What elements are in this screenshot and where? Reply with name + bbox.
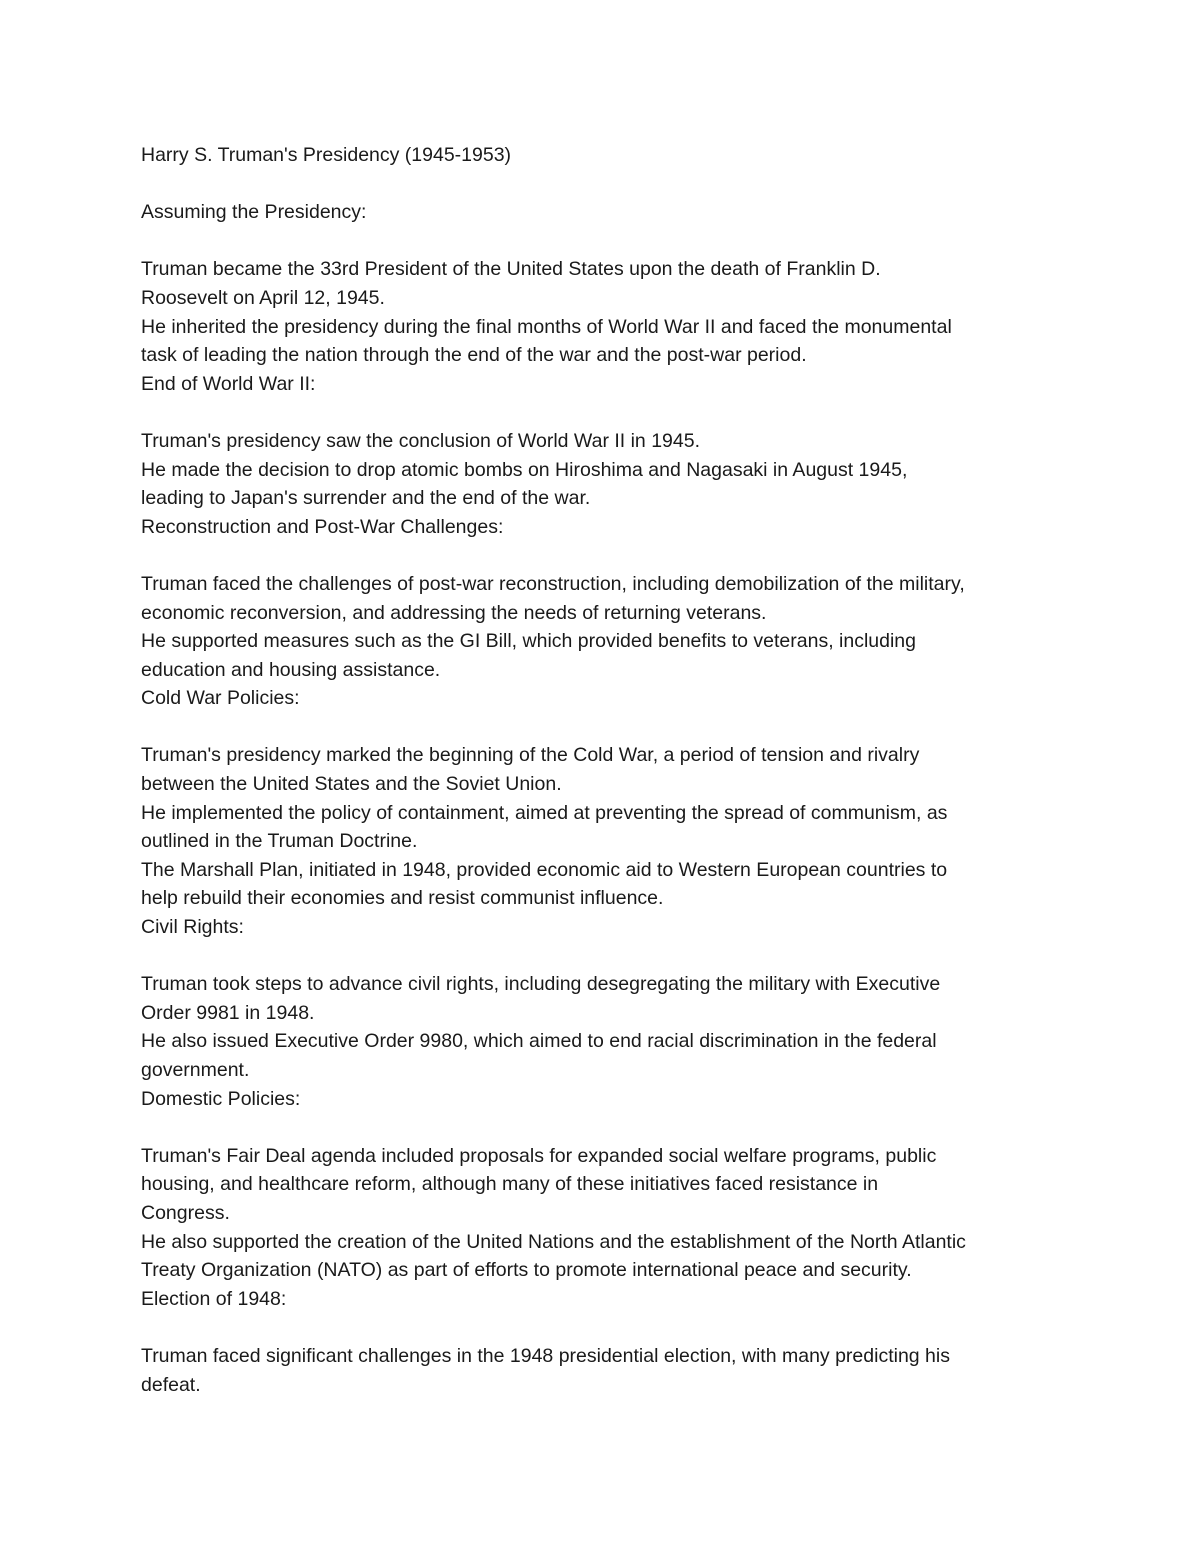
paragraph-line: leading to Japan's surrender and the end of the war. — [141, 487, 591, 510]
paragraph-line: Truman faced significant challenges in the 1948 presidential election, with many predicting his — [141, 1344, 950, 1367]
blank-line — [141, 713, 1061, 742]
blank-line — [141, 227, 1061, 256]
paragraph-line: defeat. — [141, 1373, 201, 1396]
blank-line — [141, 541, 1061, 570]
paragraph-line: Truman became the 33rd President of the United States upon the death of Franklin D. — [141, 258, 881, 281]
paragraph-line: housing, and healthcare reform, although many of these initiatives faced resistance in — [141, 1173, 879, 1196]
paragraph-line: He supported measures such as the GI Bill, which provided benefits to veterans, including — [141, 630, 917, 653]
paragraph-line: He implemented the policy of containment, aimed at preventing the spread of communism, as — [141, 801, 948, 824]
paragraph-line: Treaty Organization (NATO) as part of efforts to promote international peace and security. — [141, 1259, 912, 1282]
paragraph-line: Truman took steps to advance civil rights, including desegregating the military with Executive — [141, 973, 941, 996]
paragraph-line: economic reconversion, and addressing the needs of returning veterans. — [141, 601, 767, 624]
paragraph-line: Truman's Fair Deal agenda included proposals for expanded social welfare programs, public — [141, 1144, 937, 1167]
blank-line — [141, 170, 1061, 199]
paragraph-line: Order 9981 in 1948. — [141, 1001, 315, 1024]
paragraph-line: help rebuild their economies and resist communist influence. — [141, 887, 664, 910]
paragraph-line: He also supported the creation of the United Nations and the establishment of the North Atlantic — [141, 1230, 966, 1253]
document-title: Harry S. Truman's Presidency (1945-1953) — [141, 144, 512, 166]
section-heading: Reconstruction and Post-War Challenges: — [141, 515, 504, 538]
section-heading: Civil Rights: — [141, 916, 244, 939]
blank-line — [141, 398, 1061, 427]
paragraph-line: between the United States and the Soviet Union. — [141, 773, 562, 796]
paragraph-line: government. — [141, 1059, 250, 1081]
paragraph-line: The Marshall Plan, initiated in 1948, provided economic aid to Western European countries to — [141, 858, 948, 881]
paragraph-line: Truman's presidency saw the conclusion of World War II in 1945. — [141, 429, 700, 452]
blank-line — [141, 942, 1061, 971]
paragraph-line: He inherited the presidency during the final months of World War II and faced the monumental — [141, 315, 952, 338]
paragraph-line: education and housing assistance. — [141, 658, 441, 681]
paragraph-line: Truman's presidency marked the beginning of the Cold War, a period of tension and rivalry — [141, 744, 920, 767]
blank-line — [141, 1313, 1061, 1342]
section-heading: End of World War II: — [141, 372, 316, 395]
paragraph-line: Roosevelt on April 12, 1945. — [141, 286, 385, 309]
document-body — [141, 141, 1061, 1399]
section-heading: Cold War Policies: — [141, 687, 300, 710]
paragraph-line: task of leading the nation through the end of the war and the post-war period. — [141, 344, 807, 367]
paragraph-line: Truman faced the challenges of post-war reconstruction, including demobilization of the military, — [141, 572, 965, 595]
section-heading: Domestic Policies: — [141, 1087, 301, 1110]
paragraph-line: outlined in the Truman Doctrine. — [141, 830, 418, 853]
paragraph-line: Congress. — [141, 1201, 230, 1224]
blank-line — [141, 1113, 1061, 1142]
section-heading: Assuming the Presidency: — [141, 201, 367, 224]
paragraph-line: He made the decision to drop atomic bombs on Hiroshima and Nagasaki in August 1945, — [141, 458, 908, 481]
section-heading: Election of 1948: — [141, 1287, 287, 1310]
paragraph-line: He also issued Executive Order 9980, which aimed to end racial discrimination in the federal — [141, 1030, 937, 1053]
